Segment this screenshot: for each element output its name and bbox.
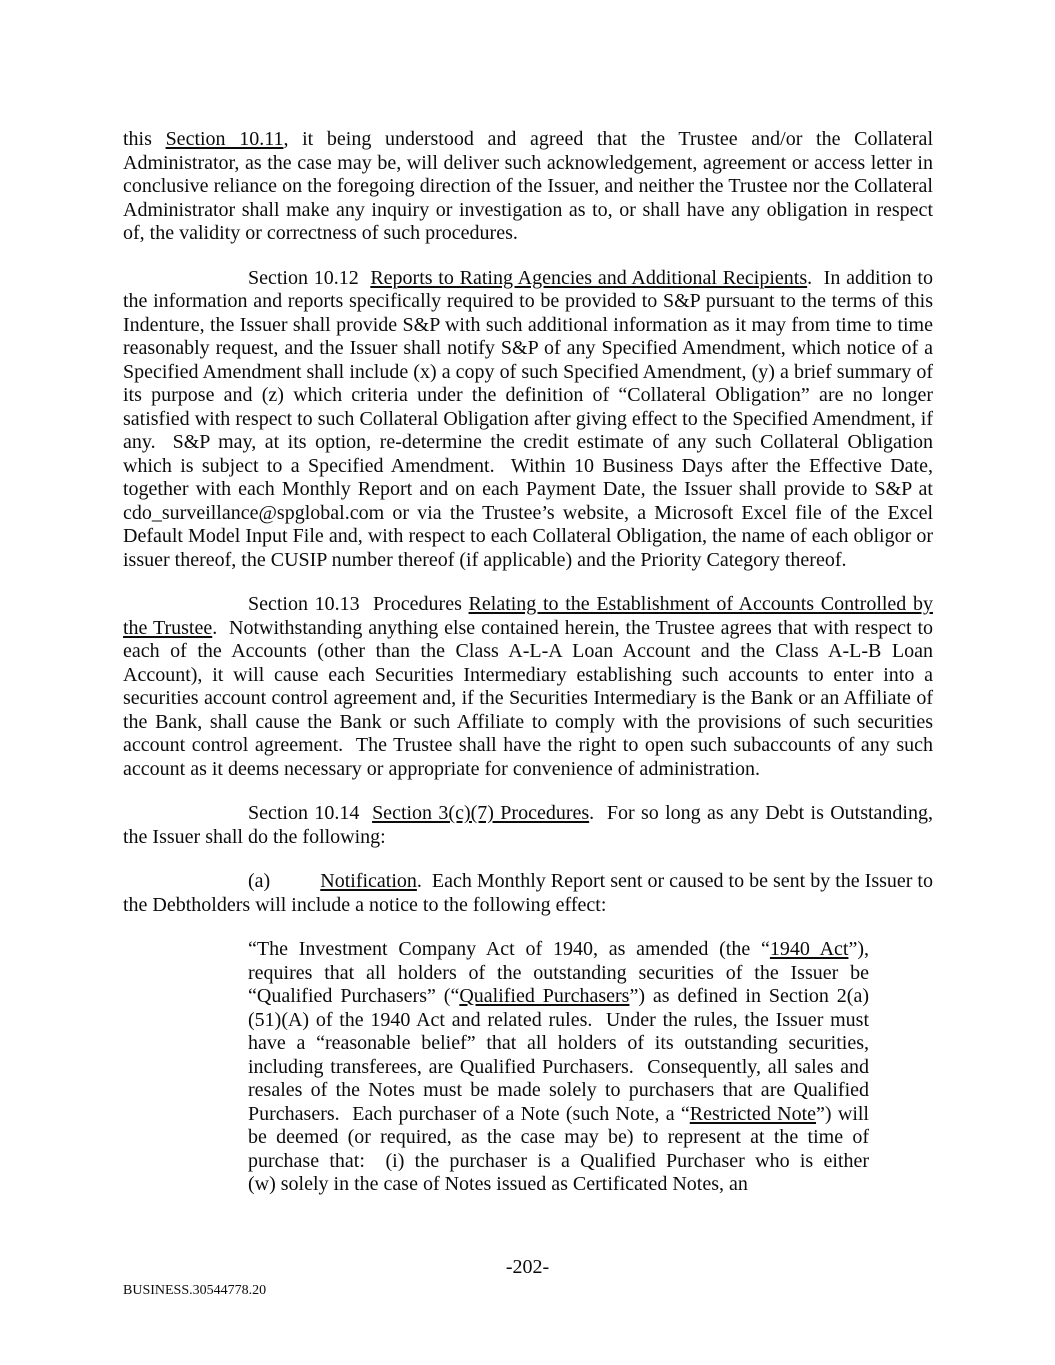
text-run: (a) bbox=[248, 870, 321, 892]
section-10-14-paragraph bbox=[123, 802, 933, 849]
underlined-text-run: Relating to the Establishment of Accounts Controlled by the Trustee bbox=[123, 593, 933, 639]
notice-blockquote bbox=[248, 938, 869, 1197]
section-10-13-paragraph bbox=[123, 593, 933, 781]
text-run: this bbox=[123, 128, 166, 150]
text-run: , it being understood and agreed that the Trustee and/or the Collateral Administrator, as the case may be, will deliver such acknowledgement, agreement or access letter in conclusive reliance on the foregoing direction of the Issuer, and neither the Trustee nor the Collateral Administrator shall make any inquiry or investigation as to, or shall have any obligation in respect of, the validity or correctness of such procedures. bbox=[123, 128, 933, 244]
page-body-text bbox=[123, 128, 933, 1218]
underlined-text-run: Restricted Note bbox=[689, 1102, 817, 1125]
text-run: . Notwithstanding anything else contained herein, the Trustee agrees that with respect to each of the Accounts (other than the Class A-L-A Loan Account and the Class A-L-B Loan Account), it will cause each Securities Intermediary establishing such accounts to enter into a securities account control agreement and, if the Securities Intermediary is the Bank or an Affiliate of the Bank, shall cause the Bank or such Affiliate to comply with the provisions of such securities account control agreement. The Trustee shall have the right to open such subaccounts of any such account as it deems necessary or appropriate for convenience of administration. bbox=[123, 616, 934, 780]
document-id-stamp: BUSINESS.30544778.20 bbox=[123, 1283, 267, 1298]
text-run: ”), requires that all holders of the outstanding securities of the Issuer be “Qualified Purchasers” (“ bbox=[248, 938, 869, 1007]
text-run: Section 10.14 bbox=[248, 802, 373, 824]
text-run: ”) will be deemed (or required, as the case may be) to represent at the time of purchase that: (i) the purchaser is a Qualified Purchaser who is either (w) solely in the case of Notes issued as Certificated Notes, an bbox=[248, 1102, 869, 1195]
text-run: . Each Monthly Report sent or caused to be sent by the Issuer to the Debtholders will include a notice to the following effect: bbox=[123, 870, 933, 916]
page-number: -202- bbox=[505, 1256, 550, 1278]
underlined-text-run: Qualified Purchasers bbox=[459, 985, 630, 1007]
underlined-text-run: Section 3(c)(7) Procedures bbox=[372, 802, 590, 824]
continuation-paragraph-section-10-11 bbox=[123, 128, 933, 246]
underlined-text-run: Notification bbox=[320, 870, 417, 892]
underlined-text-run: 1940 Act bbox=[769, 938, 849, 960]
section-10-12-paragraph bbox=[123, 267, 933, 573]
text-run: ”) as defined in Section 2(a)(51)(A) of the 1940 Act and related rules. Under the rules, the Issuer must have a “reasonable belief” that all holders of its outstanding securities, including transferees, are Qualified Purchasers. Consequently, all sales and resales of the Notes must be made solely to purchasers that are Qualified Purchasers. Each purchaser of a Note (such Note, a “ bbox=[248, 985, 869, 1125]
underlined-text-run: Reports to Rating Agencies and Additional Recipients bbox=[370, 266, 808, 289]
text-run: . In addition to the information and reports specifically required to be provided to S&P pursuant to the terms of this Indenture, the Issuer shall provide S&P with such additional information as it may from time to time reasonably request, and the Issuer shall notify S&P of any Specified Amendment, which notice of a Specified Amendment shall include (x) a copy of such Specified Amendment, (y) a brief summary of its purpose and (z) which criteria under the definition of “Collateral Obligation” are no longer satisfied with respect to such Collateral Obligation after giving effect to the Specified Amendment, if any. S&P may, at its option, re-determine the credit estimate of any such Collateral Obligation which is subject to a Specified Amendment. Within 10 Business Days after the Effective Date, together with each Monthly Report and on each Payment Date, the Issuer shall provide to S&P at cdo_surveillance@spglobal.com or via the Trustee’s website, a Microsoft Excel file of the Excel Default Model Input File and, with respect to each Collateral Obligation, the name of each obligor or issuer thereof, the CUSIP number thereof (if applicable) and the Priority Category thereof. bbox=[123, 266, 933, 571]
subsection-a-notification-paragraph bbox=[123, 870, 933, 917]
text-run: Section 10.12 bbox=[248, 266, 371, 289]
text-run: . For so long as any Debt is Outstanding, the Issuer shall do the following: bbox=[123, 802, 933, 848]
text-run: “The Investment Company Act of 1940, as amended (the “ bbox=[248, 938, 770, 960]
underlined-text-run: Section 10.11 bbox=[165, 128, 284, 150]
text-run: Section 10.13 Procedures bbox=[248, 593, 469, 615]
